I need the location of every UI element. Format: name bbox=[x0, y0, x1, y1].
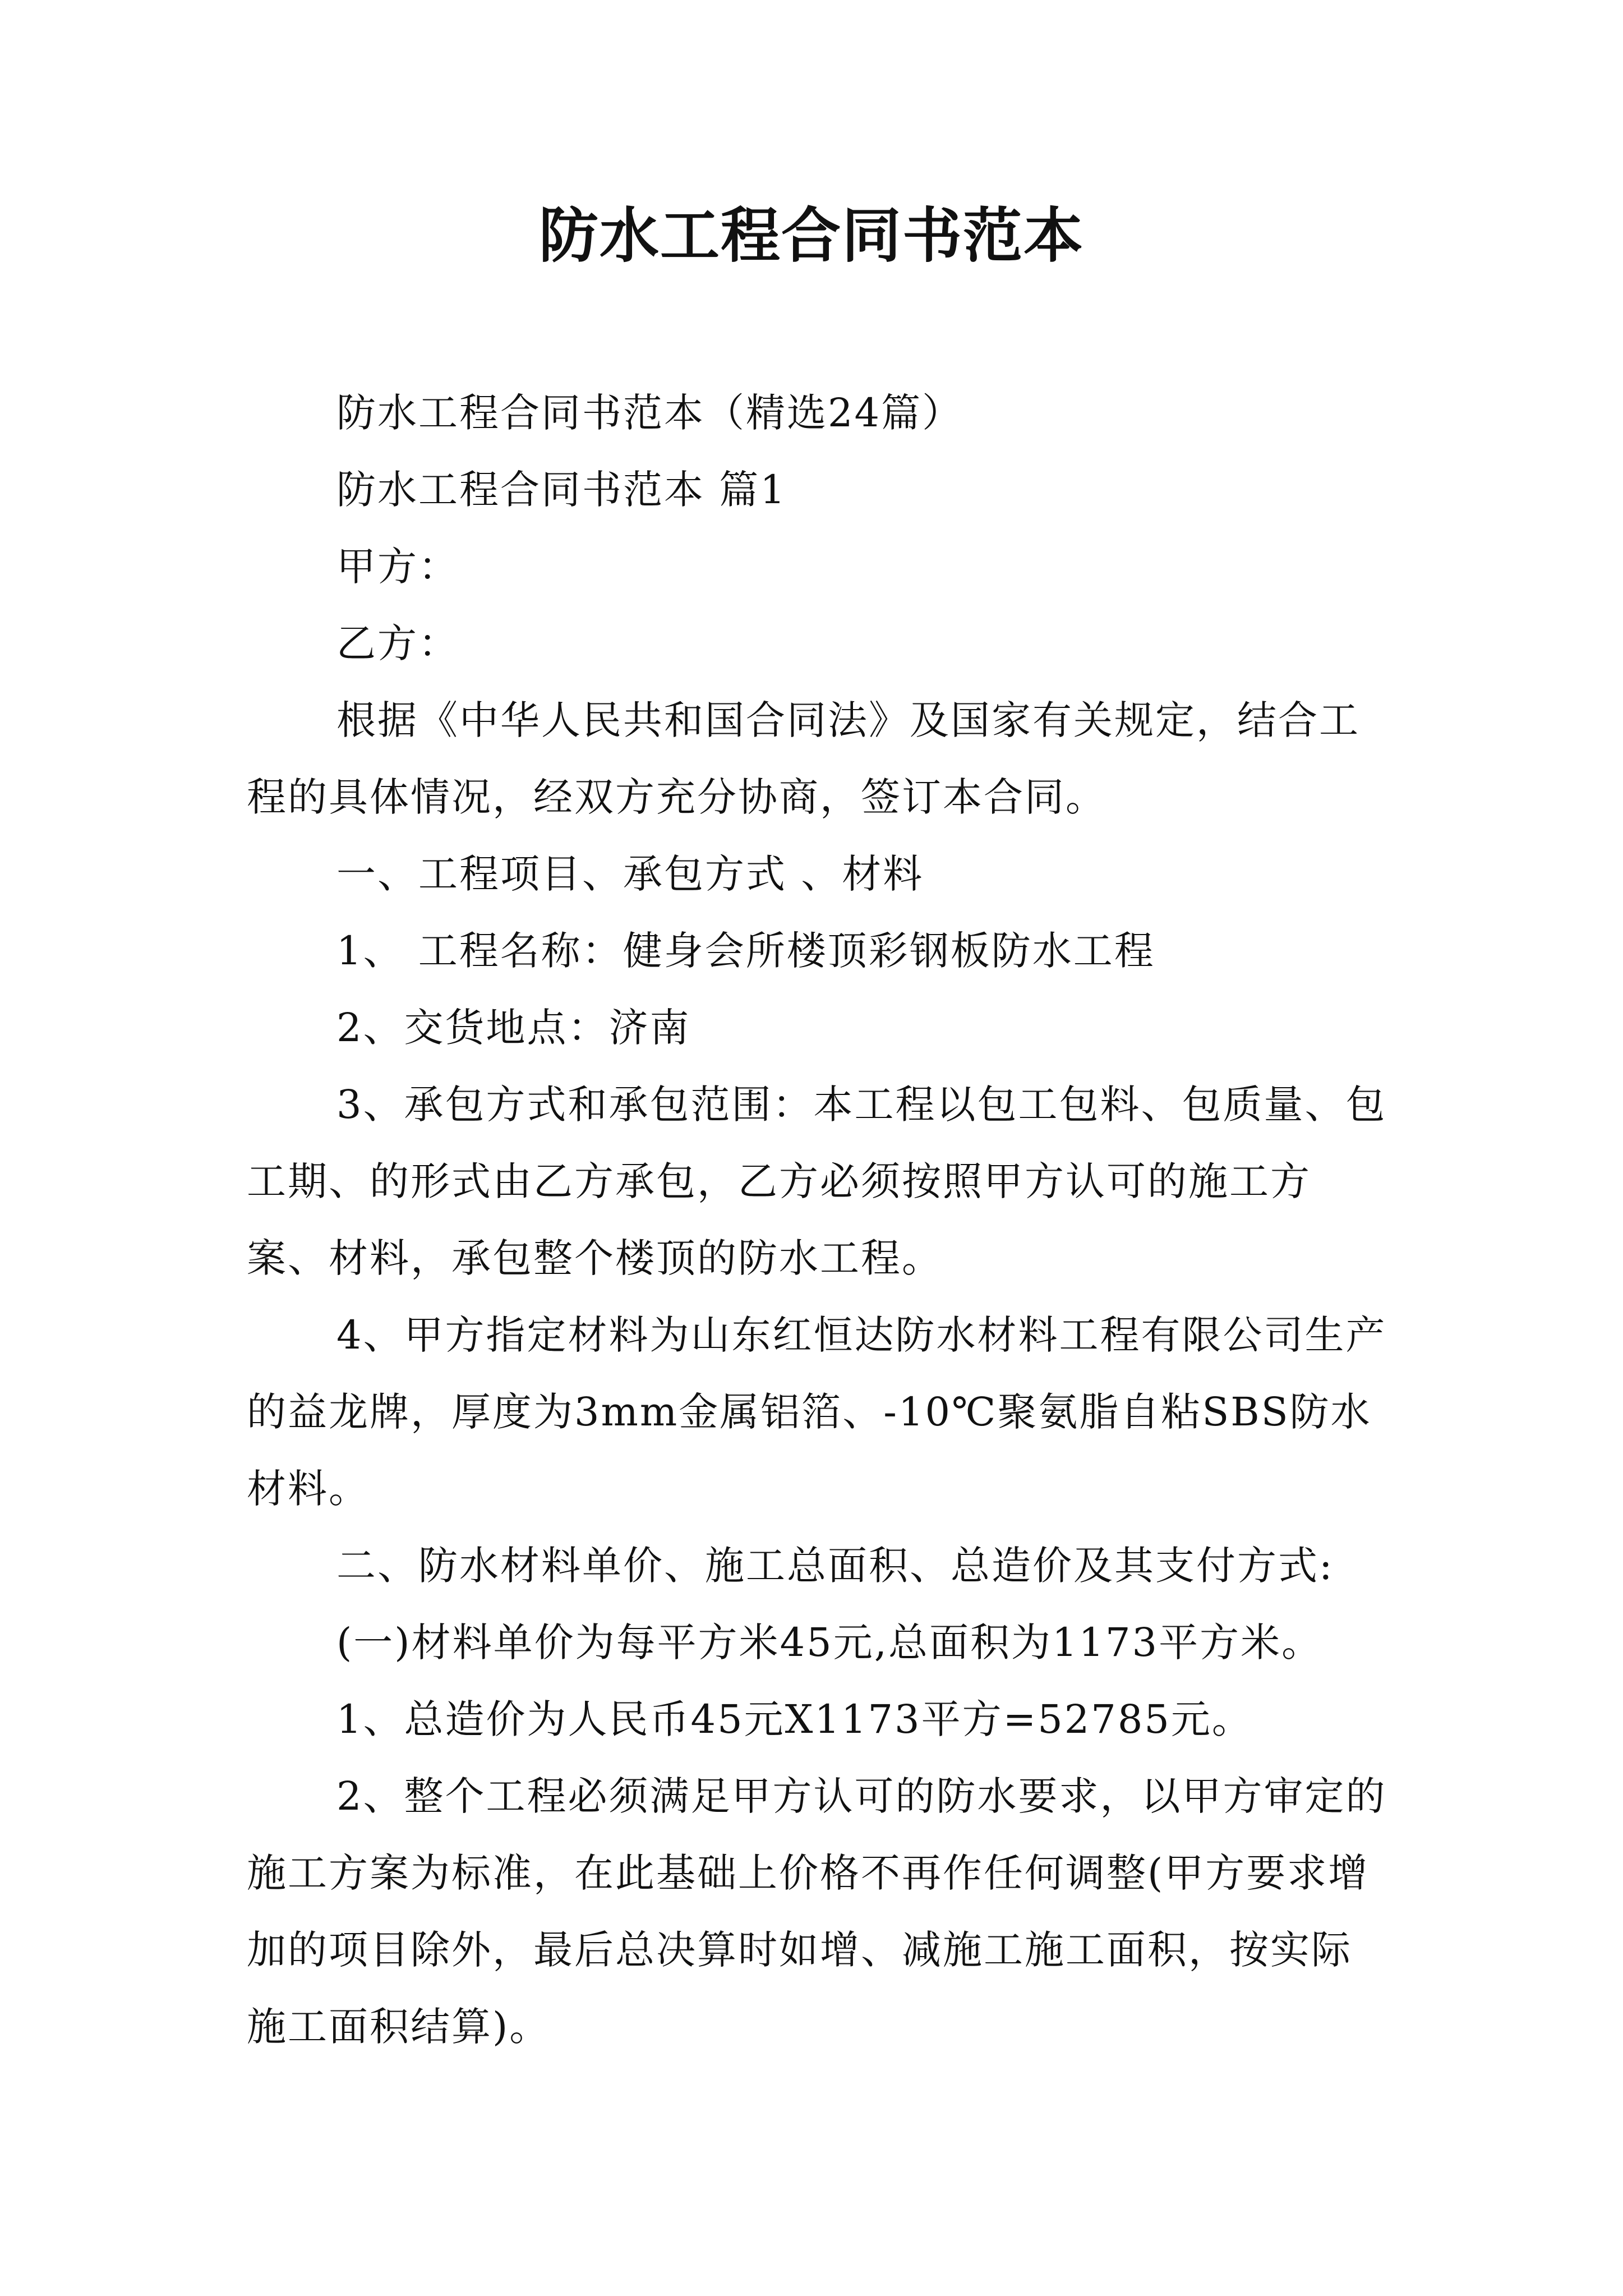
clause-item: 2、整个工程必须满足甲方认可的防水要求，以甲方审定的施工方案为标准，在此基础上价格不再作任何调整(甲方要求增加的项目除外，最后总决算时如增、减施工施工面积，按实际施工面积结算)。 bbox=[247, 1773, 1387, 2050]
party-b-line: 乙方： bbox=[336, 620, 459, 666]
clause-item: 2、交货地点：济南 bbox=[336, 1005, 691, 1051]
clause-heading-1: 一、工程项目、承包方式 、材料 bbox=[336, 851, 924, 897]
clause-heading-2: 二、防水材料单价、施工总面积、总造价及其支付方式: bbox=[336, 1543, 1334, 1589]
document-body bbox=[247, 375, 1391, 2065]
clause-item: (一)材料单价为每平方米45元,总面积为1173平方米。 bbox=[336, 1619, 1323, 1665]
clause-item: 4、甲方指定材料为山东红恒达防水材料工程有限公司生产的益龙牌，厚度为3mm金属铝箔、-10℃聚氨脂自粘SBS防水材料。 bbox=[247, 1312, 1387, 1512]
section-heading: 防水工程合同书范本 篇1 bbox=[336, 467, 787, 513]
clause-item: 1、总造价为人民币45元X1173平方=52785元。 bbox=[336, 1696, 1253, 1742]
clause-item: 1、 工程名称：健身会所楼顶彩钢板防水工程 bbox=[336, 928, 1155, 974]
party-a-line: 甲方： bbox=[336, 544, 459, 590]
document-title: 防水工程合同书范本 bbox=[539, 200, 1084, 270]
subtitle-paragraph: 防水工程合同书范本（精选24篇） bbox=[336, 390, 963, 436]
preamble-paragraph: 根据《中华人民共和国合同法》及国家有关规定，结合工程的具体情况，经双方充分协商，签订本合同。 bbox=[247, 697, 1360, 820]
clause-item: 3、承包方式和承包范围：本工程以包工包料、包质量、包工期、的形式由乙方承包，乙方必须按照甲方认可的施工方案、材料，承包整个楼顶的防水工程。 bbox=[247, 1082, 1387, 1281]
